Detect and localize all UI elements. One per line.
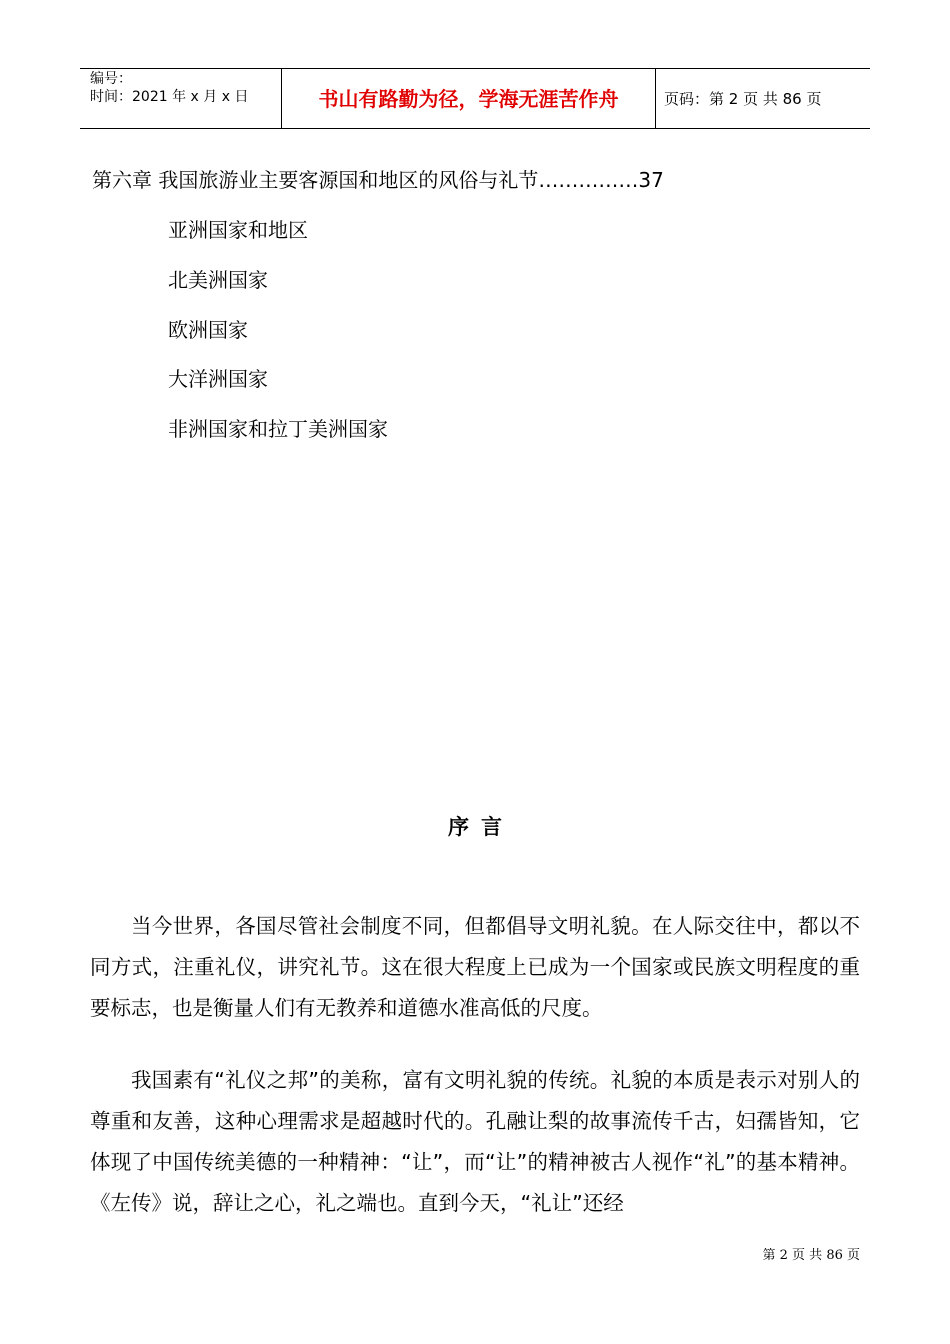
document-header [80, 68, 870, 129]
header-motto: 书山有路勤为径，学海无涯苦作舟 [318, 87, 619, 111]
toc-chapter-6: 第六章 我国旅游业主要客源国和地区的风俗与礼节……………37 [92, 168, 664, 192]
toc-item: 大洋洲国家 [168, 367, 268, 391]
number-label: 编号： [90, 71, 132, 87]
toc-item: 亚洲国家和地区 [168, 218, 308, 242]
preface-paragraph: 我国素有“礼仪之邦”的美称，富有文明礼貌的传统。礼貌的本质是表示对别人的尊重和友善，这种心理需求是超越时代的。孔融让梨的故事流传千古，妇孺皆知，它体现了中国传统美德的一种精神：“让”，而“让”的精神被古人视作“礼”的基本精神。《左传》说，辞让之心，礼之端也。直到今天，“礼让”还经 [90, 1068, 860, 1215]
header-middle-cell [282, 69, 656, 128]
toc-item: 非洲国家和拉丁美洲国家 [168, 417, 388, 441]
header-right-cell [656, 69, 870, 128]
time-label: 时间：2021 年 x 月 x 日 [90, 89, 249, 105]
header-page-code: 页码：第 2 页 共 86 页 [664, 90, 822, 108]
header-left-cell [80, 69, 282, 128]
page-footer: 第 2 页 共 86 页 [762, 1248, 860, 1263]
toc-item: 欧洲国家 [168, 318, 248, 342]
preface-title: 序言 [448, 815, 514, 839]
toc-item: 北美洲国家 [168, 268, 268, 292]
preface-paragraph: 当今世界，各国尽管社会制度不同，但都倡导文明礼貌。在人际交往中，都以不同方式，注重礼仪，讲究礼节。这在很大程度上已成为一个国家或民族文明程度的重要标志，也是衡量人们有无教养和道德水准高低的尺度。 [90, 914, 860, 1020]
